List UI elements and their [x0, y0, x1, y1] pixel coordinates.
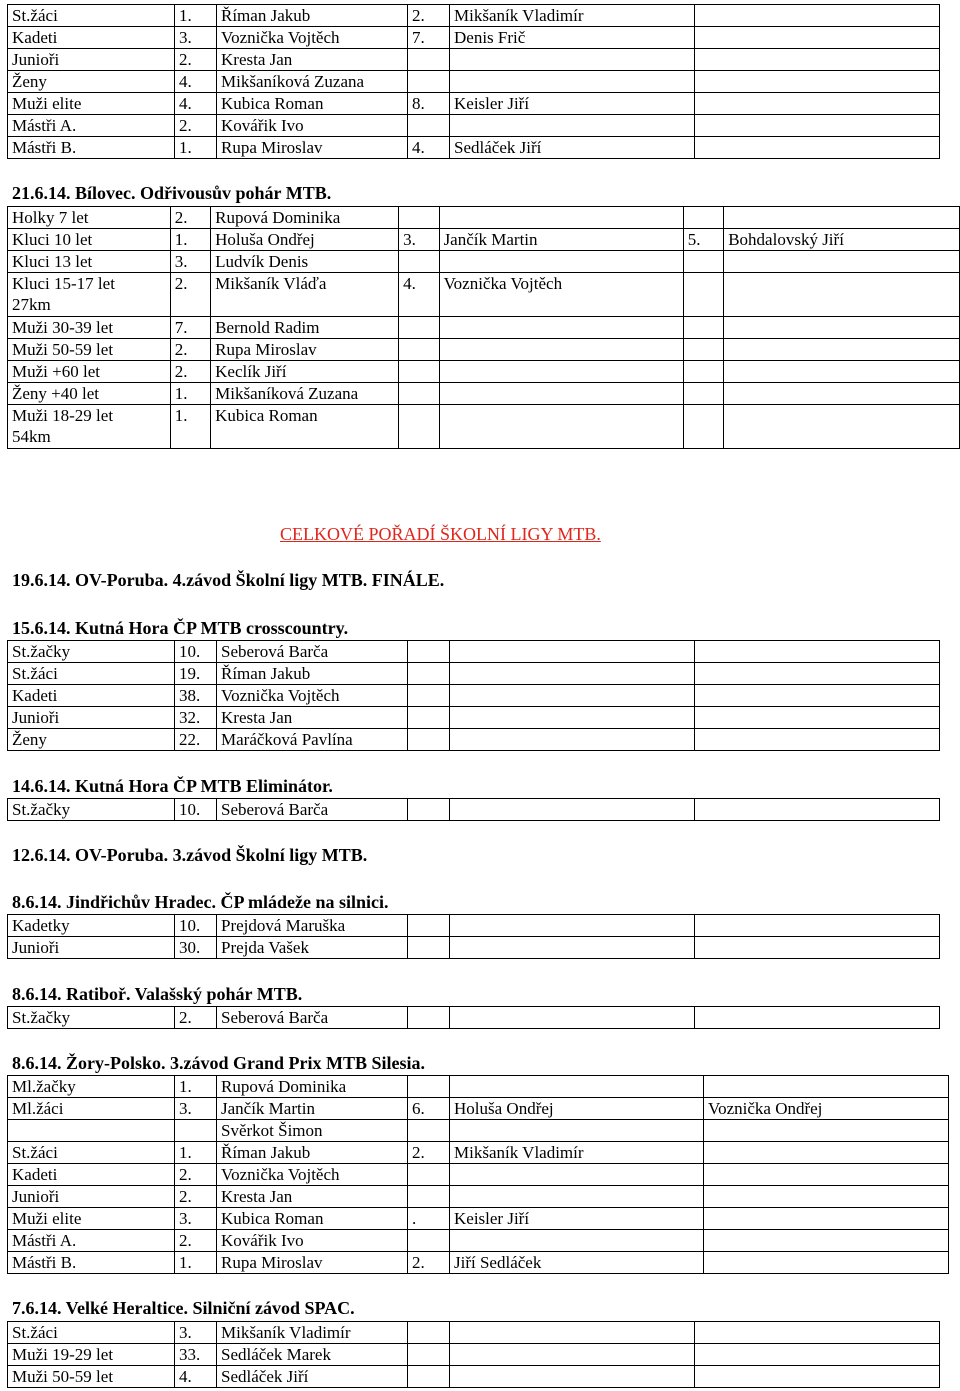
place-cell: 22. — [175, 729, 217, 751]
table-body — [8, 207, 960, 449]
place-cell: 1. — [170, 229, 210, 251]
table-row — [8, 317, 960, 339]
place-cell: 2. — [175, 1007, 217, 1029]
name-cell — [439, 405, 683, 449]
name-cell — [450, 71, 695, 93]
name-cell: Jančík Martin — [217, 1098, 408, 1120]
category-cell: Kadeti — [8, 1164, 175, 1186]
place-cell — [408, 115, 450, 137]
place-cell: 1. — [170, 405, 210, 449]
name-cell — [695, 5, 940, 27]
place-cell — [408, 1230, 450, 1252]
name-cell: Prejdová Maruška — [217, 915, 408, 937]
name-cell: Rupa Miroslav — [211, 339, 399, 361]
event-heading-ratibor: 8.6.14. Ratiboř. Valašský pohár MTB. — [12, 984, 303, 1004]
name-cell: Mikšaník Vladimír — [450, 1142, 704, 1164]
table-row — [8, 915, 940, 937]
table-row — [8, 1230, 949, 1252]
category-cell: Muži 30-39 let — [8, 317, 171, 339]
table-row — [8, 115, 940, 137]
name-cell: Rupová Dominika — [211, 207, 399, 229]
table-row — [8, 1142, 949, 1164]
category-cell: Kadeti — [8, 685, 175, 707]
place-cell: 2. — [408, 5, 450, 27]
table-row — [8, 1366, 940, 1388]
name-cell: Maráčková Pavlína — [217, 729, 408, 751]
name-cell — [450, 1120, 704, 1142]
category-cell: Mástři A. — [8, 1230, 175, 1252]
name-cell — [704, 1164, 949, 1186]
category-cell: St.žáci — [8, 5, 175, 27]
place-cell: 2. — [170, 339, 210, 361]
table-row — [8, 663, 940, 685]
table-row — [8, 71, 940, 93]
table-row — [8, 27, 940, 49]
category-cell: St.žačky — [8, 641, 175, 663]
place-cell — [408, 729, 450, 751]
place-cell — [399, 339, 439, 361]
table-row — [8, 1120, 949, 1142]
table-row — [8, 641, 940, 663]
table-row — [8, 1186, 949, 1208]
name-cell: 5. — [683, 229, 723, 251]
table-row — [8, 137, 940, 159]
name-cell — [450, 799, 695, 821]
table-row — [8, 1007, 940, 1029]
place-cell: 10. — [175, 641, 217, 663]
place-cell: 3. — [175, 1098, 217, 1120]
name-cell — [683, 273, 723, 317]
name-cell — [450, 685, 695, 707]
name-cell — [450, 1076, 704, 1098]
name-cell — [695, 137, 940, 159]
place-cell: . — [408, 1208, 450, 1230]
name-cell — [683, 317, 723, 339]
name-cell — [683, 339, 723, 361]
name-cell — [695, 27, 940, 49]
name-cell: Seberová Barča — [217, 799, 408, 821]
category-cell: Junioři — [8, 1186, 175, 1208]
name-cell — [724, 251, 960, 273]
name-cell — [695, 685, 940, 707]
category-cell: St.žačky — [8, 799, 175, 821]
place-cell — [408, 707, 450, 729]
name-cell — [704, 1142, 949, 1164]
place-cell — [399, 207, 439, 229]
name-cell — [695, 115, 940, 137]
name-cell — [724, 361, 960, 383]
category-cell: Muži elite — [8, 1208, 175, 1230]
category-cell: Ml.žačky — [8, 1076, 175, 1098]
name-cell: Mikšaník Vladimír — [450, 5, 695, 27]
table-row — [8, 1344, 940, 1366]
name-cell — [439, 339, 683, 361]
results-table-ratibor — [7, 1006, 940, 1029]
place-cell: 3. — [175, 1208, 217, 1230]
name-cell: Rupová Dominika — [217, 1076, 408, 1098]
place-cell — [399, 383, 439, 405]
results-table-jindrichuv-hradec — [7, 914, 940, 959]
name-cell — [683, 405, 723, 449]
name-cell — [683, 383, 723, 405]
category-cell: Muži 19-29 let — [8, 1344, 175, 1366]
name-cell: Mikšaník Vladimír — [217, 1322, 408, 1344]
name-cell — [450, 1007, 695, 1029]
place-cell: 2. — [170, 207, 210, 229]
category-cell: St.žáci — [8, 1322, 175, 1344]
table-row — [8, 207, 960, 229]
name-cell — [695, 49, 940, 71]
table-body — [8, 641, 940, 751]
name-cell — [450, 1322, 695, 1344]
table-row — [8, 405, 960, 449]
results-table-bilovec — [7, 206, 960, 449]
name-cell — [439, 383, 683, 405]
category-cell: Kluci 15-17 let 27km — [8, 273, 171, 317]
table-body — [8, 799, 940, 821]
name-cell — [450, 641, 695, 663]
name-cell: Mikšaník Vláďa — [211, 273, 399, 317]
place-cell — [408, 1186, 450, 1208]
name-cell: Jiří Sedláček — [450, 1252, 704, 1274]
event-heading-zory: 8.6.14. Žory-Polsko. 3.závod Grand Prix MTB Silesia. — [12, 1053, 426, 1073]
category-cell: Ženy — [8, 729, 175, 751]
category-cell: Muži 50-59 let — [8, 1366, 175, 1388]
table-row — [8, 93, 940, 115]
place-cell — [408, 685, 450, 707]
name-cell — [450, 729, 695, 751]
table-body — [8, 915, 940, 959]
place-cell — [408, 1322, 450, 1344]
place-cell: 30. — [175, 937, 217, 959]
name-cell — [450, 915, 695, 937]
category-cell: Junioři — [8, 707, 175, 729]
place-cell — [408, 1120, 450, 1142]
name-cell: Keclík Jiří — [211, 361, 399, 383]
place-cell — [408, 71, 450, 93]
place-cell — [399, 405, 439, 449]
category-cell: St.žačky — [8, 1007, 175, 1029]
place-cell — [408, 937, 450, 959]
table-row — [8, 273, 960, 317]
name-cell — [450, 1230, 704, 1252]
table-row — [8, 251, 960, 273]
name-cell: Seberová Barča — [217, 1007, 408, 1029]
place-cell — [408, 1164, 450, 1186]
name-cell: Keisler Jiří — [450, 1208, 704, 1230]
category-cell: St.žáci — [8, 1142, 175, 1164]
results-table-kutna-hora-eliminator — [7, 798, 940, 821]
place-cell: 10. — [175, 799, 217, 821]
place-cell: 38. — [175, 685, 217, 707]
name-cell — [683, 361, 723, 383]
name-cell — [695, 1366, 940, 1388]
name-cell — [695, 93, 940, 115]
name-cell — [704, 1252, 949, 1274]
name-cell: Sedláček Jiří — [217, 1366, 408, 1388]
place-cell: 10. — [175, 915, 217, 937]
event-heading-kutna-hora-cc: 15.6.14. Kutná Hora ČP MTB crosscountry. — [12, 618, 349, 638]
name-cell: Kresta Jan — [217, 707, 408, 729]
name-cell — [683, 207, 723, 229]
table-row — [8, 729, 940, 751]
distance-note: 54km — [12, 427, 51, 446]
category-cell: Holky 7 let — [8, 207, 171, 229]
category-cell: Muži 50-59 let — [8, 339, 171, 361]
category-cell: Ženy — [8, 71, 175, 93]
place-cell: 3. — [175, 1322, 217, 1344]
name-cell: Kubica Roman — [211, 405, 399, 449]
name-cell — [695, 707, 940, 729]
category-cell: Muži 18-29 let 54km — [8, 405, 171, 449]
place-cell — [408, 1076, 450, 1098]
name-cell — [704, 1120, 949, 1142]
name-cell: Voznička Vojtěch — [439, 273, 683, 317]
place-cell: 32. — [175, 707, 217, 729]
name-cell — [450, 49, 695, 71]
name-cell — [695, 1322, 940, 1344]
name-cell — [450, 115, 695, 137]
place-cell: 19. — [175, 663, 217, 685]
name-cell — [695, 1344, 940, 1366]
place-cell: 3. — [175, 27, 217, 49]
name-cell — [450, 1344, 695, 1366]
place-cell: 1. — [175, 5, 217, 27]
category-cell: St.žáci — [8, 663, 175, 685]
name-cell: Voznička Vojtěch — [217, 27, 408, 49]
results-table-kutna-hora-cc — [7, 640, 940, 751]
name-cell: Rupa Miroslav — [217, 1252, 408, 1274]
name-cell: Keisler Jiří — [450, 93, 695, 115]
table-body — [8, 1076, 949, 1274]
place-cell — [408, 49, 450, 71]
name-cell: Jančík Martin — [439, 229, 683, 251]
place-cell: 4. — [175, 1366, 217, 1388]
place-cell: 8. — [408, 93, 450, 115]
name-cell: Kovářik Ivo — [217, 115, 408, 137]
name-cell: Říman Jakub — [217, 5, 408, 27]
event-heading-bilovec: 21.6.14. Bílovec. Odřivousův pohár MTB. — [12, 183, 332, 203]
name-cell — [439, 207, 683, 229]
name-cell — [450, 1186, 704, 1208]
name-cell — [724, 317, 960, 339]
category-cell: Kluci 10 let — [8, 229, 171, 251]
name-cell: Voznička Vojtěch — [217, 1164, 408, 1186]
place-cell: 4. — [408, 137, 450, 159]
name-cell: Říman Jakub — [217, 663, 408, 685]
category-cell: Junioři — [8, 937, 175, 959]
place-cell: 1. — [175, 137, 217, 159]
name-cell: Bernold Radim — [211, 317, 399, 339]
name-cell: Denis Frič — [450, 27, 695, 49]
place-cell: 1. — [175, 1142, 217, 1164]
category-cell: Muži elite — [8, 93, 175, 115]
place-cell — [408, 1007, 450, 1029]
table-body — [8, 1007, 940, 1029]
results-table-top — [7, 4, 940, 159]
name-cell — [695, 937, 940, 959]
name-cell: Bohdalovský Jiří — [724, 229, 960, 251]
name-cell — [439, 361, 683, 383]
table-row — [8, 1252, 949, 1274]
table-body — [8, 1322, 940, 1388]
place-cell — [408, 799, 450, 821]
place-cell: 2. — [175, 115, 217, 137]
table-row — [8, 5, 940, 27]
name-cell — [695, 1007, 940, 1029]
category-cell: Kadeti — [8, 27, 175, 49]
name-cell: Voznička Vojtěch — [217, 685, 408, 707]
name-cell — [704, 1076, 949, 1098]
place-cell — [408, 641, 450, 663]
table-row — [8, 1098, 949, 1120]
place-cell: 3. — [170, 251, 210, 273]
name-cell — [724, 339, 960, 361]
place-cell: 7. — [408, 27, 450, 49]
place-cell: 2. — [175, 1164, 217, 1186]
name-cell: Rupa Miroslav — [217, 137, 408, 159]
place-cell: 33. — [175, 1344, 217, 1366]
name-cell: Mikšaníková Zuzana — [211, 383, 399, 405]
place-cell — [399, 361, 439, 383]
category-cell: Muži +60 let — [8, 361, 171, 383]
place-cell: 2. — [408, 1252, 450, 1274]
place-cell: 2. — [175, 49, 217, 71]
table-row — [8, 339, 960, 361]
place-cell: 1. — [170, 383, 210, 405]
name-cell — [724, 207, 960, 229]
results-table-velke-heraltice — [7, 1321, 940, 1388]
table-row — [8, 1322, 940, 1344]
table-row — [8, 229, 960, 251]
name-cell — [724, 405, 960, 449]
name-cell — [439, 251, 683, 273]
event-heading-poruba-4: 19.6.14. OV-Poruba. 4.závod Školní ligy MTB. FINÁLE. — [12, 570, 445, 590]
category-cell: Mástři B. — [8, 1252, 175, 1274]
table-row — [8, 685, 940, 707]
place-cell: 3. — [399, 229, 439, 251]
name-cell: Ludvík Denis — [211, 251, 399, 273]
name-cell: Kubica Roman — [217, 1208, 408, 1230]
name-cell: Seberová Barča — [217, 641, 408, 663]
name-cell: Kovářik Ivo — [217, 1230, 408, 1252]
name-cell: Holuša Ondřej — [450, 1098, 704, 1120]
place-cell — [399, 251, 439, 273]
name-cell: Holuša Ondřej — [211, 229, 399, 251]
place-cell: 2. — [170, 361, 210, 383]
place-cell: 4. — [175, 71, 217, 93]
name-cell — [724, 383, 960, 405]
name-cell — [704, 1230, 949, 1252]
name-cell — [695, 663, 940, 685]
category-cell — [8, 1120, 175, 1142]
place-cell: 4. — [175, 93, 217, 115]
place-cell — [408, 663, 450, 685]
place-cell: 4. — [399, 273, 439, 317]
category-cell: Mástři A. — [8, 115, 175, 137]
place-cell: 1. — [175, 1252, 217, 1274]
name-cell: Sedláček Marek — [217, 1344, 408, 1366]
name-cell — [704, 1208, 949, 1230]
place-cell: 2. — [170, 273, 210, 317]
results-table-zory — [7, 1075, 949, 1274]
table-row — [8, 799, 940, 821]
name-cell: Říman Jakub — [217, 1142, 408, 1164]
name-cell — [450, 663, 695, 685]
name-cell — [450, 1366, 695, 1388]
name-cell — [450, 937, 695, 959]
name-cell: Kresta Jan — [217, 49, 408, 71]
category-cell: Kluci 13 let — [8, 251, 171, 273]
event-heading-kutna-hora-eliminator: 14.6.14. Kutná Hora ČP MTB Eliminátor. — [12, 776, 333, 796]
table-row — [8, 937, 940, 959]
category-cell: Ženy +40 let — [8, 383, 171, 405]
table-row — [8, 1164, 949, 1186]
place-cell: 7. — [170, 317, 210, 339]
place-cell — [408, 915, 450, 937]
name-cell — [695, 915, 940, 937]
place-cell — [408, 1366, 450, 1388]
event-heading-jindrichuv-hradec: 8.6.14. Jindřichův Hradec. ČP mládeže na silnici. — [12, 892, 389, 912]
place-cell: 2. — [175, 1230, 217, 1252]
table-row — [8, 1208, 949, 1230]
distance-note: 27km — [12, 295, 51, 314]
place-cell: 6. — [408, 1098, 450, 1120]
place-cell: 2. — [408, 1142, 450, 1164]
table-row — [8, 361, 960, 383]
category-cell: Mástři B. — [8, 137, 175, 159]
name-cell — [450, 707, 695, 729]
name-cell — [450, 1164, 704, 1186]
place-cell — [408, 1344, 450, 1366]
category-cell: Ml.žáci — [8, 1098, 175, 1120]
table-body — [8, 5, 940, 159]
category-cell: Junioři — [8, 49, 175, 71]
name-cell: Mikšaníková Zuzana — [217, 71, 408, 93]
name-cell — [683, 251, 723, 273]
name-cell: Kubica Roman — [217, 93, 408, 115]
table-row — [8, 707, 940, 729]
table-row — [8, 1076, 949, 1098]
category-cell: Kadetky — [8, 915, 175, 937]
name-cell: Voznička Ondřej — [704, 1098, 949, 1120]
name-cell — [724, 273, 960, 317]
name-cell — [695, 729, 940, 751]
name-cell — [704, 1186, 949, 1208]
table-row — [8, 49, 940, 71]
name-cell — [695, 799, 940, 821]
place-cell: 1. — [175, 1076, 217, 1098]
name-cell: Kresta Jan — [217, 1186, 408, 1208]
name-cell — [695, 71, 940, 93]
name-cell: Prejda Vašek — [217, 937, 408, 959]
name-cell — [439, 317, 683, 339]
event-heading-velke-heraltice: 7.6.14. Velké Heraltice. Silniční závod SPAC. — [12, 1298, 355, 1318]
name-cell — [695, 641, 940, 663]
place-cell — [399, 317, 439, 339]
event-heading-poruba-3: 12.6.14. OV-Poruba. 3.závod Školní ligy MTB. — [12, 845, 368, 865]
place-cell — [175, 1120, 217, 1142]
place-cell: 2. — [175, 1186, 217, 1208]
name-cell: Sedláček Jiří — [450, 137, 695, 159]
name-cell: Svěrkot Šimon — [217, 1120, 408, 1142]
table-row — [8, 383, 960, 405]
league-title: CELKOVÉ POŘADÍ ŠKOLNÍ LIGY MTB. — [280, 524, 601, 544]
